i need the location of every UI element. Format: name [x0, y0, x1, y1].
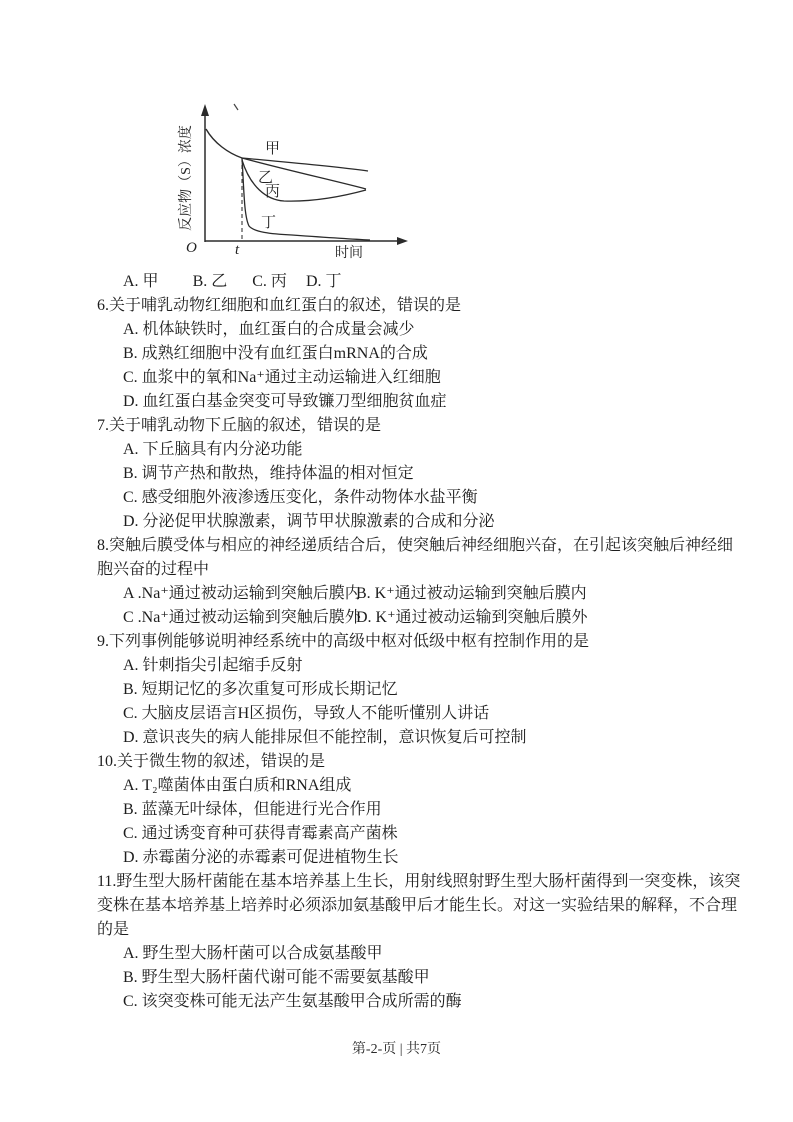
reaction-concentration-chart — [168, 96, 420, 264]
question-6 — [0, 294, 793, 414]
question-10-option-d: D. 赤霉菌分泌的赤霉素可促进植物生长 — [123, 849, 399, 866]
question-11 — [0, 870, 793, 1014]
question-8-option-c: C .Na⁺通过被动运输到突触后膜外 — [123, 609, 361, 626]
x-axis-arrow-icon — [397, 237, 408, 245]
question-9-stem: 9.下列事例能够说明神经系统中的高级中枢对低级中枢有控制作用的是 — [97, 633, 590, 650]
question-9-option-c: C. 大脑皮层语言H区损伤，导致人不能听懂别人讲话 — [123, 705, 490, 722]
x-axis-label: 时间 — [335, 246, 363, 261]
question-body — [0, 270, 793, 1014]
question-7-option-c: C. 感受细胞外液渗透压变化，条件动物体水盐平衡 — [123, 489, 478, 506]
chart-option-c: C. 丙 — [252, 273, 287, 290]
question-8-option-d: D. K⁺通过被动运输到突触后膜外 — [356, 609, 588, 626]
question-8-options-row-2 — [0, 606, 793, 630]
curve-label-ding: 丁 — [261, 215, 277, 231]
question-7-option-b: B. 调节产热和散热，维持体温的相对恒定 — [123, 465, 414, 482]
question-8-option-a: A .Na⁺通过被动运输到突触后膜内 — [123, 585, 361, 602]
curve-label-bing: 丙 — [265, 184, 281, 200]
curve-label-jia: 甲 — [265, 141, 281, 157]
y-axis-arrow-icon — [201, 104, 209, 116]
question-9-option-b: B. 短期记忆的多次重复可形成长期记忆 — [123, 681, 398, 698]
t-label: t — [235, 242, 240, 258]
curve-initial — [206, 129, 242, 158]
question-6-option-d: D. 血红蛋白基金突变可导致镰刀型细胞贫血症 — [123, 393, 447, 410]
question-11-stem-line-1: 11.野生型大肠杆菌能在基本培养基上生长，用射线照射野生型大肠杆菌得到一突变株，该突 — [97, 873, 741, 890]
y-axis-label: 反应物（S）浓度 — [179, 125, 194, 231]
curve-label-yi: 乙 — [258, 170, 274, 186]
question-11-option-b: B. 野生型大肠杆菌代谢可能不需要氨基酸甲 — [123, 969, 430, 986]
question-9-option-d: D. 意识丧失的病人能排尿但不能控制，意识恢复后可控制 — [123, 729, 527, 746]
chart-option-b: B. 乙 — [192, 273, 228, 290]
question-10-option-a: A. T₂噬菌体由蛋白质和RNA组成 — [123, 777, 352, 794]
question-10-option-c: C. 通过诱变育种可获得青霉素高产菌株 — [123, 825, 398, 842]
question-11-option-c: C. 该突变株可能无法产生氨基酸甲合成所需的酶 — [123, 993, 462, 1010]
question-10 — [0, 750, 793, 870]
question-10-option-b: B. 蓝藻无叶绿体，但能进行光合作用 — [123, 801, 382, 818]
chart-option-a: A. 甲 — [123, 273, 159, 290]
chart-question-options-row — [0, 270, 793, 294]
question-8 — [0, 534, 793, 630]
chart-option-d: D. 丁 — [305, 273, 342, 290]
question-7-option-d: D. 分泌促甲状腺激素，调节甲状腺激素的合成和分泌 — [123, 513, 495, 530]
question-7-stem: 7.关于哺乳动物下丘脑的叙述，错误的是 — [97, 417, 382, 434]
question-6-option-a: A. 机体缺铁时，血红蛋白的合成量会减少 — [123, 321, 415, 338]
page-number-footer: 第-2-页 | 共7页 — [351, 1042, 442, 1057]
question-8-option-b: B. K⁺通过被动运输到突触后膜内 — [356, 585, 587, 602]
question-6-option-b: B. 成熟红细胞中没有血红蛋白mRNA的合成 — [123, 345, 428, 362]
question-6-option-c: C. 血浆中的氧和Na⁺通过主动运输进入红细胞 — [123, 369, 441, 386]
chart-canvas — [168, 96, 420, 264]
question-7-option-a: A. 下丘脑具有内分泌功能 — [123, 441, 303, 458]
question-9-option-a: A. 针刺指尖引起缩手反射 — [123, 657, 303, 674]
question-8-options-row-1 — [0, 582, 793, 606]
question-8-stem-line-2: 胞兴奋的过程中 — [97, 561, 210, 578]
scan-artifact-mark — [234, 104, 238, 110]
question-8-stem-line-1: 8.突触后膜受体与相应的神经递质结合后，使突触后神经细胞兴奋，在引起该突触后神经细 — [97, 537, 734, 554]
origin-label: O — [186, 240, 197, 256]
question-6-stem: 6.关于哺乳动物红细胞和血红蛋白的叙述，错误的是 — [97, 297, 462, 314]
question-11-stem-line-3: 的是 — [97, 921, 130, 938]
question-7 — [0, 414, 793, 534]
question-10-stem: 10.关于微生物的叙述，错误的是 — [97, 753, 326, 770]
question-9 — [0, 630, 793, 750]
question-11-option-a: A. 野生型大肠杆菌可以合成氨基酸甲 — [123, 945, 383, 962]
question-11-stem-line-2: 变株在基本培养基上培养时必须添加氨基酸甲后才能生长。对这一实验结果的解释，不合理 — [97, 897, 738, 914]
